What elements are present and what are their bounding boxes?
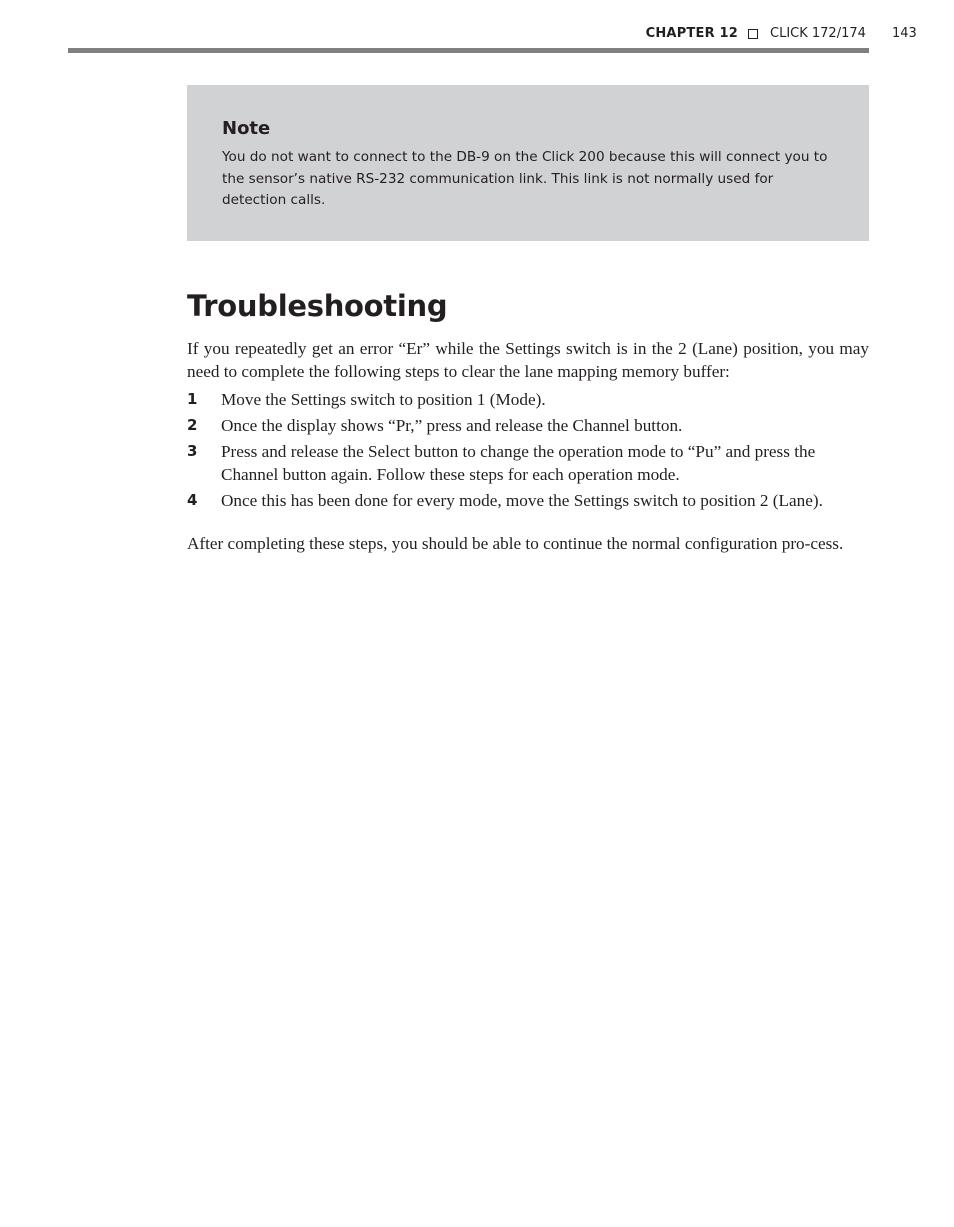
step-text: Move the Settings switch to position 1 (Mode). xyxy=(221,390,546,409)
square-separator-icon xyxy=(748,29,758,39)
step-text: Press and release the Select button to change the operation mode to “Pu” and press the Channel button again. Follow these steps for each operation mode. xyxy=(221,442,816,484)
step-number: 3 xyxy=(187,442,198,460)
header-rule xyxy=(68,48,869,53)
conclusion-paragraph: After completing these steps, you should be able to continue the normal configuration pro-cess. xyxy=(187,534,844,553)
step-text: Once this has been done for every mode, move the Settings switch to position 2 (Lane). xyxy=(221,491,823,510)
note-title: Note xyxy=(222,118,271,139)
list-item xyxy=(187,414,869,437)
chapter-label: CHAPTER 12 xyxy=(645,26,738,41)
step-number: 2 xyxy=(187,416,198,434)
note-box xyxy=(187,85,869,241)
page-number: 143 xyxy=(892,26,917,41)
step-text: Once the display shows “Pr,” press and release the Channel button. xyxy=(221,416,683,435)
step-number: 4 xyxy=(187,491,198,509)
intro-paragraph: If you repeatedly get an error “Er” while the Settings switch is in the 2 (Lane) position, you may need to complete the following steps to clear the lane mapping memory buffer: xyxy=(187,339,869,381)
section-title: Troubleshooting xyxy=(187,289,448,323)
list-item xyxy=(187,489,869,512)
steps-list xyxy=(187,388,869,512)
section-label: CLICK 172/174 xyxy=(770,26,866,41)
page-header xyxy=(0,26,954,46)
list-item xyxy=(187,388,869,411)
list-item xyxy=(187,440,869,486)
note-body: You do not want to connect to the DB-9 on the Click 200 because this will connect you to the sensor’s native RS-232 communication link. This link is not normally used for detection calls. xyxy=(222,149,828,208)
troubleshooting-section xyxy=(187,286,869,555)
step-number: 1 xyxy=(187,390,198,408)
